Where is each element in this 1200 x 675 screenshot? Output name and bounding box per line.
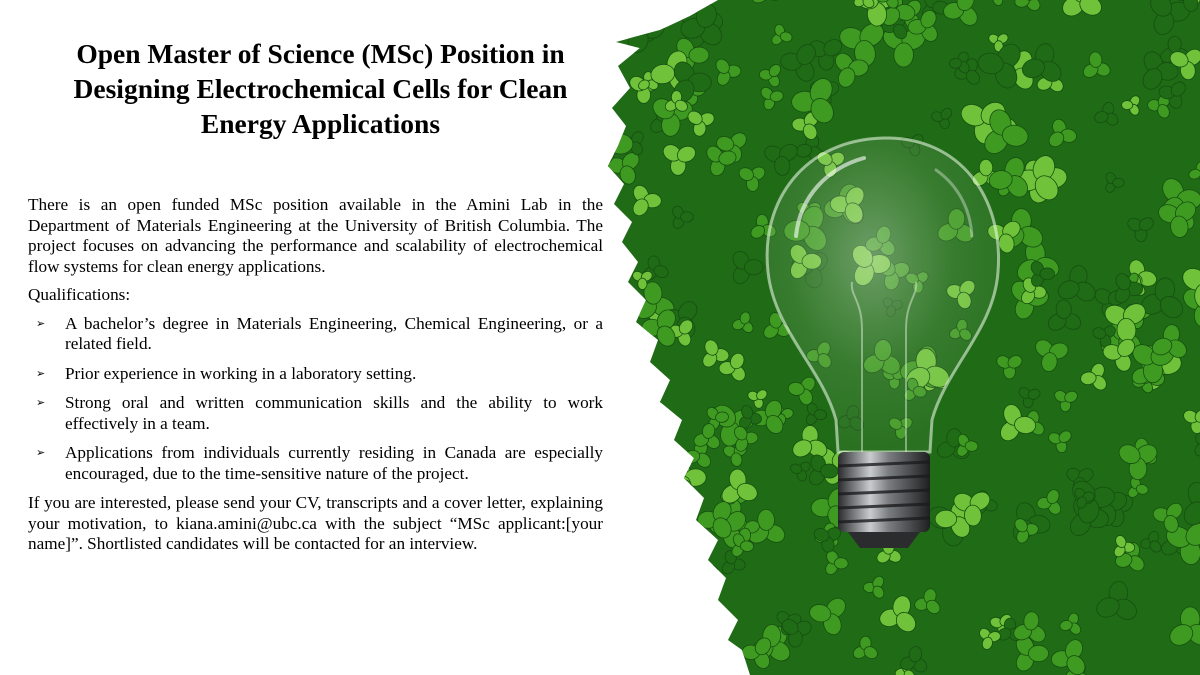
list-item <box>28 314 603 355</box>
list-item <box>28 443 603 484</box>
arrow-bullet-icon: ➢ <box>36 317 46 330</box>
qualification-text: Applications from individuals currently residing in Canada are especially encouraged, due to the time-sensitive nature of the project. <box>65 443 603 483</box>
intro-paragraph: There is an open funded MSc position available in the Amini Lab in the Department of Materials Engineering at the University of British Columbia. The project focuses on advancing the performance and scalability of electrochemical flow systems for clean energy applications. <box>28 195 603 276</box>
arrow-bullet-icon: ➢ <box>36 397 46 409</box>
photo-svg <box>600 0 1200 675</box>
contact-paragraph: If you are interested, please send your CV, transcripts and a cover letter, explaining your motivation, to kiana.amini@ubc.ca with the subject “MSc applicant:[your name]”. Shortlisted candidates will be contacted for an interview. <box>28 493 603 553</box>
text-panel <box>28 36 603 555</box>
list-item <box>28 393 603 434</box>
qualifications-heading: Qualifications: <box>28 285 131 304</box>
arrow-bullet-icon: ➢ <box>36 367 46 380</box>
qualification-text: Strong oral and written communication skills and the ability to work effectively in a team. <box>65 393 603 433</box>
page-title: Open Master of Science (MSc) Position in Designing Electrochemical Cells for Clean Energy Applications <box>73 38 568 139</box>
qualification-text: Prior experience in working in a laboratory setting. <box>65 363 417 383</box>
arrow-bullet-icon: ➢ <box>36 447 46 459</box>
qualifications-list <box>28 314 603 485</box>
lightbulb-leaves-photo <box>600 0 1200 675</box>
qualification-text: A bachelor’s degree in Materials Engineering, Chemical Engineering, or a related field. <box>65 313 603 353</box>
list-item <box>28 364 603 385</box>
